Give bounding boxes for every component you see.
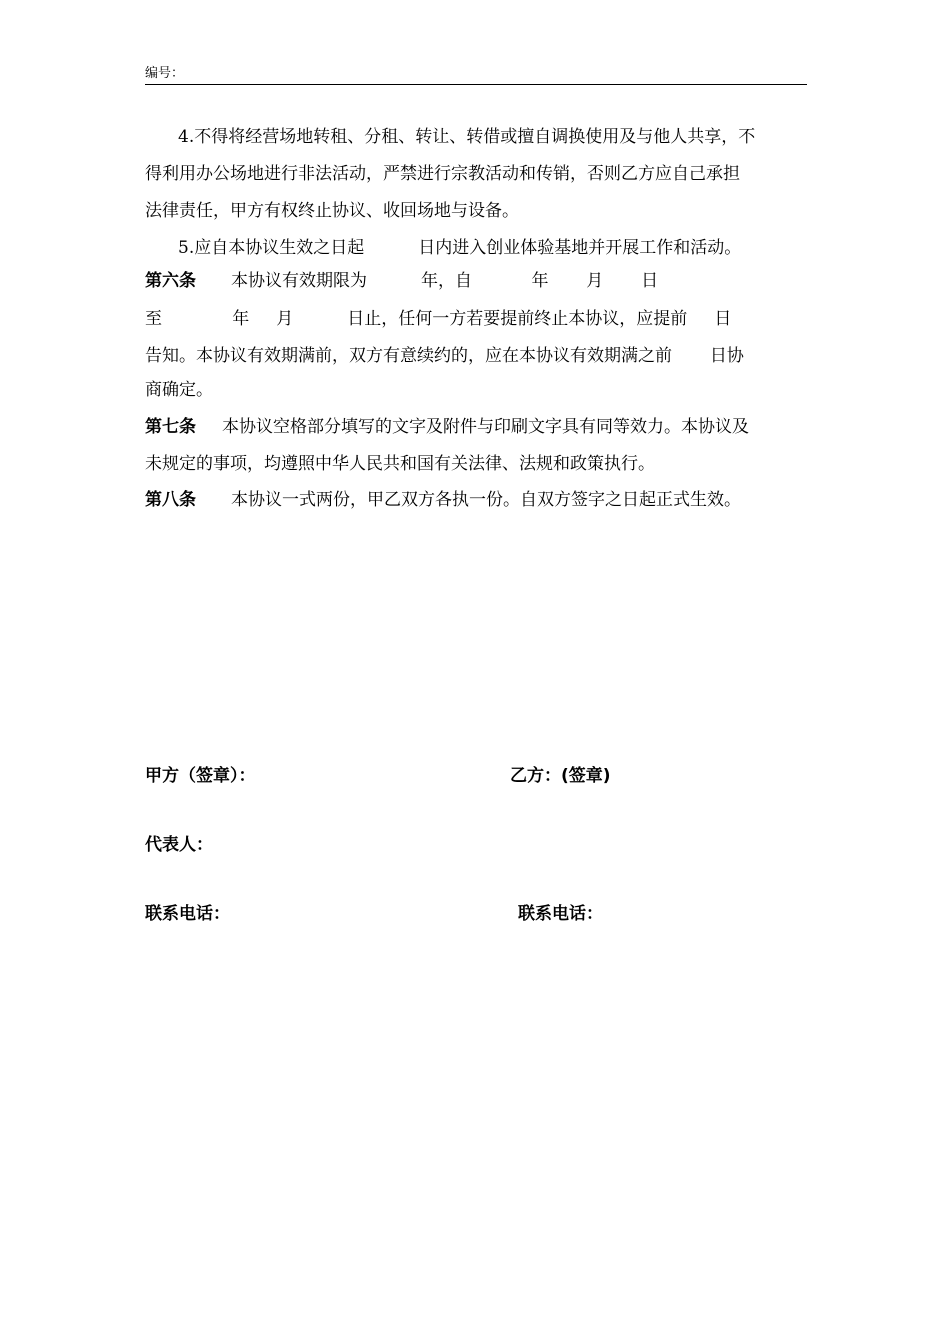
article6-line2: 至 年 月 日止，任何一方若要提前终止本协议，应提前 日 xyxy=(145,309,732,329)
header-divider xyxy=(145,84,807,85)
article7-title: 第七条 xyxy=(145,417,196,437)
party-b-signature-label: 乙方：(签章) xyxy=(510,766,611,786)
clause5-line1: 5.应自本协议生效之日起 日内进入创业体验基地并开展工作和活动。 xyxy=(178,238,742,258)
article6-title: 第六条 xyxy=(145,271,196,291)
clause4-line1: 4.不得将经营场地转租、分租、转让、转借或擅自调换使用及与他人共享，不 xyxy=(178,127,756,147)
document-number-label: 编号： xyxy=(145,66,185,81)
article6-line3: 告知。本协议有效期满前，双方有意续约的，应在本协议有效期满之前 日协 xyxy=(145,346,744,366)
article8-title: 第八条 xyxy=(145,490,196,510)
clause4-line3: 法律责任，甲方有权终止协议、收回场地与设备。 xyxy=(145,201,519,221)
party-a-phone-label: 联系电话： xyxy=(145,904,230,924)
representative-label: 代表人： xyxy=(145,835,213,855)
party-b-phone-label: 联系电话： xyxy=(518,904,603,924)
article7-line2: 未规定的事项，均遵照中华人民共和国有关法律、法规和政策执行。 xyxy=(145,454,655,474)
party-a-signature-label: 甲方（签章）： xyxy=(145,766,256,786)
article6-line4: 商确定。 xyxy=(145,380,213,400)
clause4-line2: 得利用办公场地进行非法活动，严禁进行宗教活动和传销，否则乙方应自己承担 xyxy=(145,164,740,184)
article7-line1: 本协议空格部分填写的文字及附件与印刷文字具有同等效力。本协议及 xyxy=(222,417,749,437)
article8-line1: 本协议一式两份，甲乙双方各执一份。自双方签字之日起正式生效。 xyxy=(231,490,741,510)
article6-line1: 本协议有效期限为 年，自 年 月 日 xyxy=(231,271,659,291)
